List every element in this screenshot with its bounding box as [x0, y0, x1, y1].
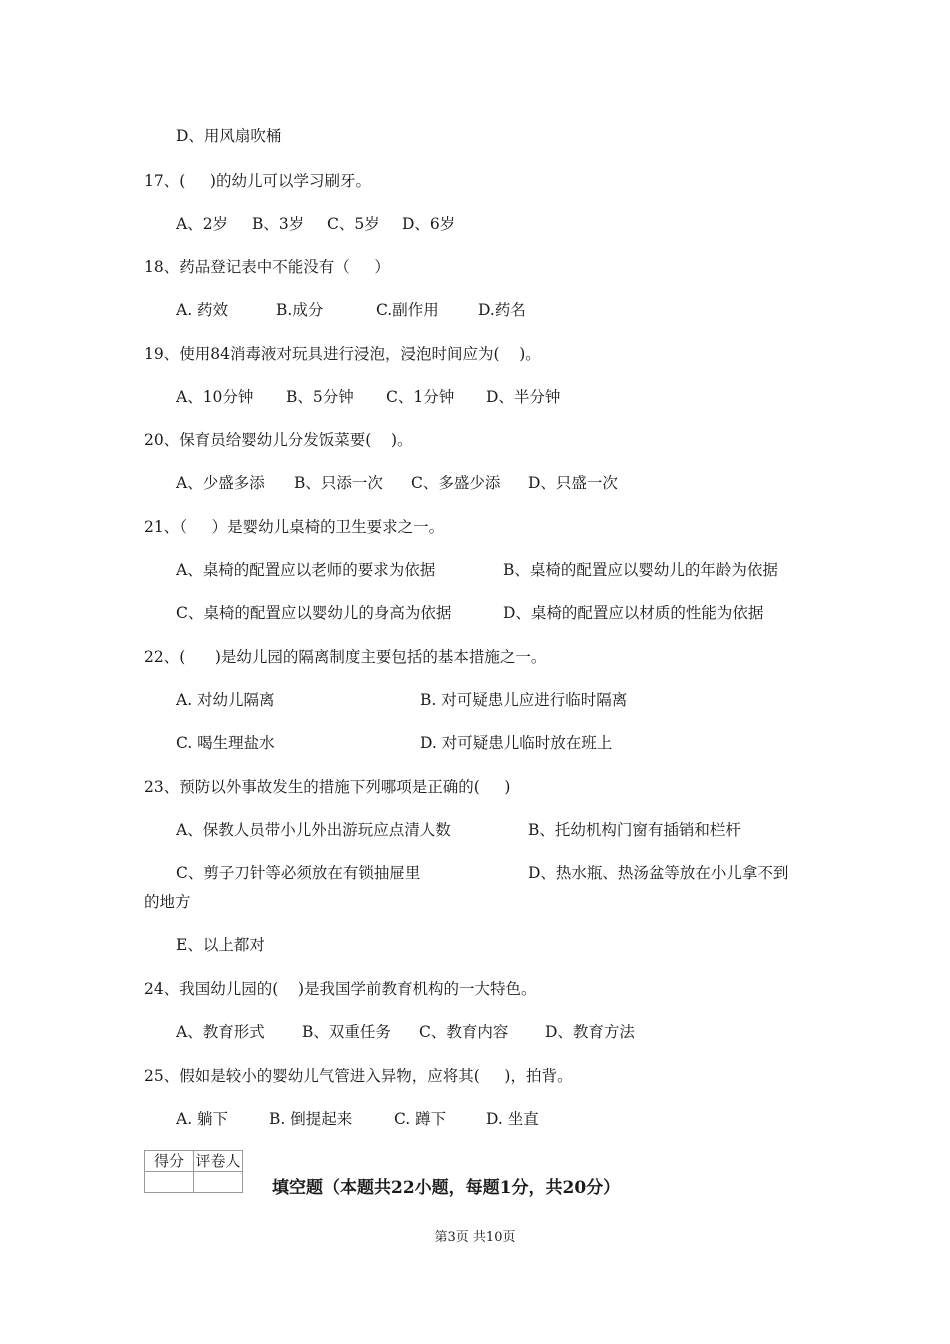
q19-stem: 19、使用84消毒液对玩具进行浸泡，浸泡时间应为( )。 — [144, 345, 541, 363]
q19-option-c: C、1分钟 — [386, 388, 455, 406]
q20-stem: 20、保育员给婴幼儿分发饭菜要( )。 — [144, 431, 413, 449]
score-header: 得分 — [145, 1151, 194, 1172]
q23-stem: 23、预防以外事故发生的措施下列哪项是正确的( ) — [144, 778, 511, 796]
score-box — [144, 1150, 243, 1193]
page-footer: 第3页 共10页 — [434, 1230, 516, 1245]
q23-option-d: D、热水瓶、热汤盆等放在小儿拿不到 — [528, 864, 789, 882]
q25-option-b: B. 倒提起来 — [269, 1110, 353, 1128]
q17-stem: 17、( )的幼儿可以学习刷牙。 — [144, 172, 371, 190]
q25-stem: 25、假如是较小的婴幼儿气管进入异物，应将其( )，拍背。 — [144, 1067, 573, 1085]
q21-option-a: A、桌椅的配置应以老师的要求为依据 — [176, 561, 436, 579]
q22-option-a: A. 对幼儿隔离 — [176, 691, 275, 709]
q23-option-a: A、保教人员带小儿外出游玩应点清人数 — [176, 821, 451, 839]
q21-stem: 21、（ ）是婴幼儿桌椅的卫生要求之一。 — [144, 518, 445, 536]
q19-option-b: B、5分钟 — [286, 388, 354, 406]
q25-option-a: A. 躺下 — [176, 1110, 229, 1128]
q19-option-d: D、半分钟 — [486, 388, 561, 406]
q17-option-b: B、3岁 — [252, 215, 305, 233]
q20-option-a: A、少盛多添 — [176, 474, 265, 492]
q22-option-d: D. 对可疑患儿临时放在班上 — [420, 734, 613, 752]
q23-option-d-continued: 的地方 — [144, 893, 191, 911]
q17-option-a: A、2岁 — [176, 215, 229, 233]
q20-option-d: D、只盛一次 — [528, 474, 618, 492]
q17-option-d: D、6岁 — [402, 215, 456, 233]
q18-option-a: A. 药效 — [176, 301, 229, 319]
grader-header: 评卷人 — [195, 1152, 241, 1170]
q21-option-d: D、桌椅的配置应以材质的性能为依据 — [503, 604, 764, 622]
q16-option-d: D、用风扇吹桶 — [176, 127, 282, 145]
q24-option-a: A、教育形式 — [176, 1023, 265, 1041]
score-cell — [145, 1172, 194, 1193]
q20-option-c: C、多盛少添 — [411, 474, 501, 492]
q18-option-b: B.成分 — [276, 301, 324, 319]
q20-option-b: B、只添一次 — [294, 474, 383, 492]
q17-option-c: C、5岁 — [327, 215, 380, 233]
q24-option-b: B、双重任务 — [302, 1023, 391, 1041]
q18-stem: 18、药品登记表中不能没有（ ） — [144, 258, 390, 276]
q22-stem: 22、( )是幼儿园的隔离制度主要包括的基本措施之一。 — [144, 648, 547, 666]
q18-option-d: D.药名 — [478, 301, 526, 319]
q24-stem: 24、我国幼儿园的( )是我国学前教育机构的一大特色。 — [144, 980, 537, 998]
section-title: 填空题（本题共22小题，每题1分，共20分） — [272, 1178, 621, 1198]
q21-option-c: C、桌椅的配置应以婴幼儿的身高为依据 — [176, 604, 452, 622]
q23-option-b: B、托幼机构门窗有插销和栏杆 — [528, 821, 741, 839]
q24-option-d: D、教育方法 — [545, 1023, 635, 1041]
q19-option-a: A、10分钟 — [176, 388, 254, 406]
q23-option-c: C、剪子刀针等必须放在有锁抽屉里 — [176, 864, 421, 882]
q25-option-d: D. 坐直 — [486, 1110, 539, 1128]
q23-option-e: E、以上都对 — [176, 936, 265, 954]
q22-option-b: B. 对可疑患儿应进行临时隔离 — [420, 691, 628, 709]
q24-option-c: C、教育内容 — [419, 1023, 509, 1041]
q22-option-c: C. 喝生理盐水 — [176, 734, 275, 752]
q21-option-b: B、桌椅的配置应以婴幼儿的年龄为依据 — [503, 561, 778, 579]
q25-option-c: C. 蹲下 — [394, 1110, 447, 1128]
grader-cell — [194, 1172, 243, 1193]
q18-option-c: C.副作用 — [376, 301, 439, 319]
